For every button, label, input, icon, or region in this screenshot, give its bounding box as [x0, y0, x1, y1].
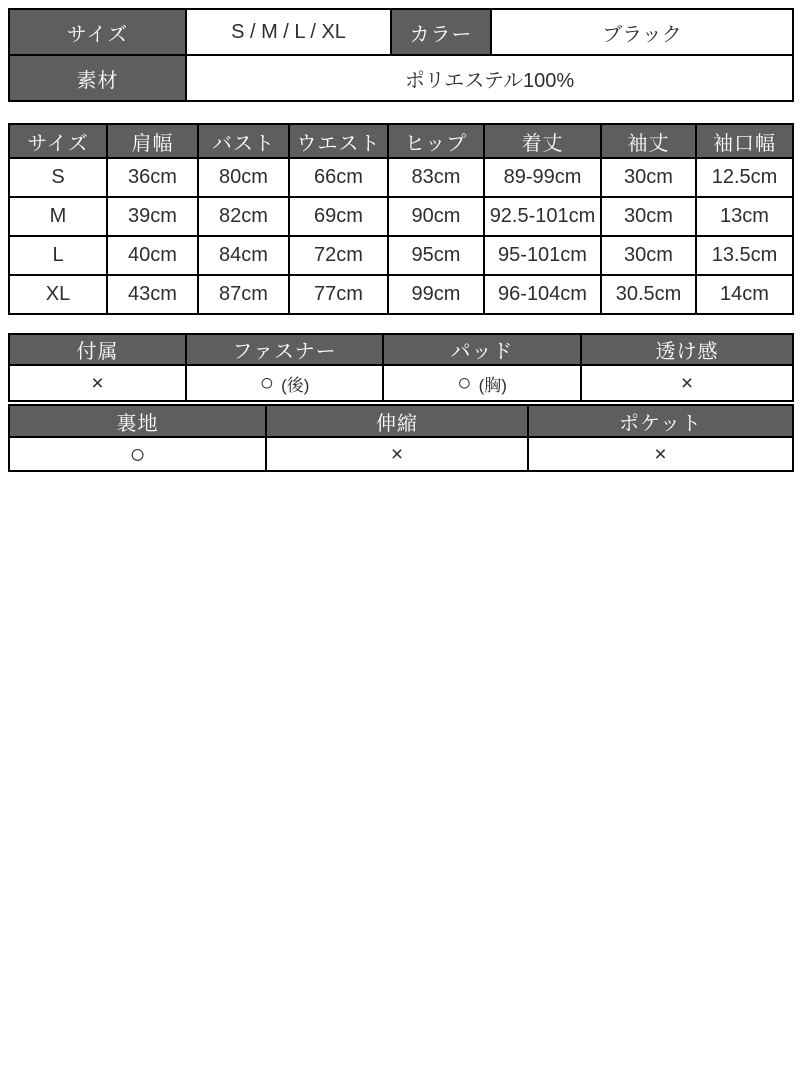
table-cell: 36cm [107, 158, 198, 197]
cross-mark: × [390, 442, 404, 466]
sheerness-value-cell [581, 365, 793, 401]
table-cell: 84cm [198, 236, 289, 275]
size-row-s [9, 158, 793, 197]
table-cell: 82cm [198, 197, 289, 236]
table-cell: 90cm [388, 197, 484, 236]
size-row-m [9, 197, 793, 236]
column-header-sheerness: 透け感 [581, 334, 793, 365]
pads-note: (胸) [478, 375, 507, 395]
size-value-cell: S / M / L / XL [186, 9, 391, 55]
column-header-sleeve-length: 袖丈 [601, 124, 696, 158]
material-label-cell: 素材 [9, 55, 186, 101]
zipper-value-cell [186, 365, 383, 401]
size-row-xl [9, 275, 793, 314]
column-header-bust: バスト [198, 124, 289, 158]
column-header-pockets: ポケット [528, 405, 793, 437]
accessories-value-cell [9, 365, 186, 401]
table-cell: 99cm [388, 275, 484, 314]
size-label-cell: サイズ [9, 9, 186, 55]
table-cell: S [9, 158, 107, 197]
column-header-cuff-width: 袖口幅 [696, 124, 793, 158]
table-cell: 39cm [107, 197, 198, 236]
features-bottom-header-row [9, 405, 793, 437]
table-cell: M [9, 197, 107, 236]
table-cell: 69cm [289, 197, 388, 236]
column-header-pads: パッド [383, 334, 581, 365]
table-cell: 66cm [289, 158, 388, 197]
pads-value-cell [383, 365, 581, 401]
features-top-header-row [9, 334, 793, 365]
circle-mark: ○ [129, 438, 146, 469]
table-cell: 95cm [388, 236, 484, 275]
table-cell: 87cm [198, 275, 289, 314]
info-row-material [9, 55, 793, 101]
table-cell: 30cm [601, 197, 696, 236]
table-cell: 40cm [107, 236, 198, 275]
table-cell: 12.5cm [696, 158, 793, 197]
table-cell: 72cm [289, 236, 388, 275]
product-info-table [8, 8, 794, 102]
size-row-l [9, 236, 793, 275]
table-cell: 14cm [696, 275, 793, 314]
table-cell: L [9, 236, 107, 275]
cross-mark: × [91, 371, 104, 395]
column-header-zipper: ファスナー [186, 334, 383, 365]
column-header-accessories: 付属 [9, 334, 186, 365]
features-bottom-value-row [9, 437, 793, 471]
table-cell: 80cm [198, 158, 289, 197]
table-cell: XL [9, 275, 107, 314]
features-table-top [8, 333, 794, 402]
column-header-waist: ウエスト [289, 124, 388, 158]
circle-mark: ○ [457, 369, 472, 396]
table-cell: 43cm [107, 275, 198, 314]
zipper-note: (後) [281, 375, 310, 395]
cross-mark: × [680, 371, 694, 395]
table-cell: 89-99cm [484, 158, 601, 197]
table-cell: 95-101cm [484, 236, 601, 275]
table-cell: 77cm [289, 275, 388, 314]
color-label-cell: カラー [391, 9, 491, 55]
color-value-cell: ブラック [491, 9, 793, 55]
pockets-value-cell [528, 437, 793, 471]
table-cell: 83cm [388, 158, 484, 197]
table-cell: 30cm [601, 236, 696, 275]
column-header-hip: ヒップ [388, 124, 484, 158]
table-cell: 13cm [696, 197, 793, 236]
table-cell: 30.5cm [601, 275, 696, 314]
circle-mark: ○ [259, 369, 275, 396]
table-cell: 30cm [601, 158, 696, 197]
lining-value-cell [9, 437, 266, 471]
table-cell: 92.5-101cm [484, 197, 601, 236]
column-header-length: 着丈 [484, 124, 601, 158]
table-cell: 96-104cm [484, 275, 601, 314]
table-cell: 13.5cm [696, 236, 793, 275]
column-header-stretch: 伸縮 [266, 405, 528, 437]
column-header-lining: 裏地 [9, 405, 266, 437]
column-header-shoulder-width: 肩幅 [107, 124, 198, 158]
material-value-cell: ポリエステル100% [186, 55, 793, 101]
column-header-size: サイズ [9, 124, 107, 158]
stretch-value-cell [266, 437, 528, 471]
features-top-value-row [9, 365, 793, 401]
measurements-table [8, 123, 794, 315]
measurements-header-row [9, 124, 793, 158]
features-table-bottom [8, 404, 794, 472]
cross-mark: × [654, 442, 667, 466]
info-row-size-color [9, 9, 793, 55]
